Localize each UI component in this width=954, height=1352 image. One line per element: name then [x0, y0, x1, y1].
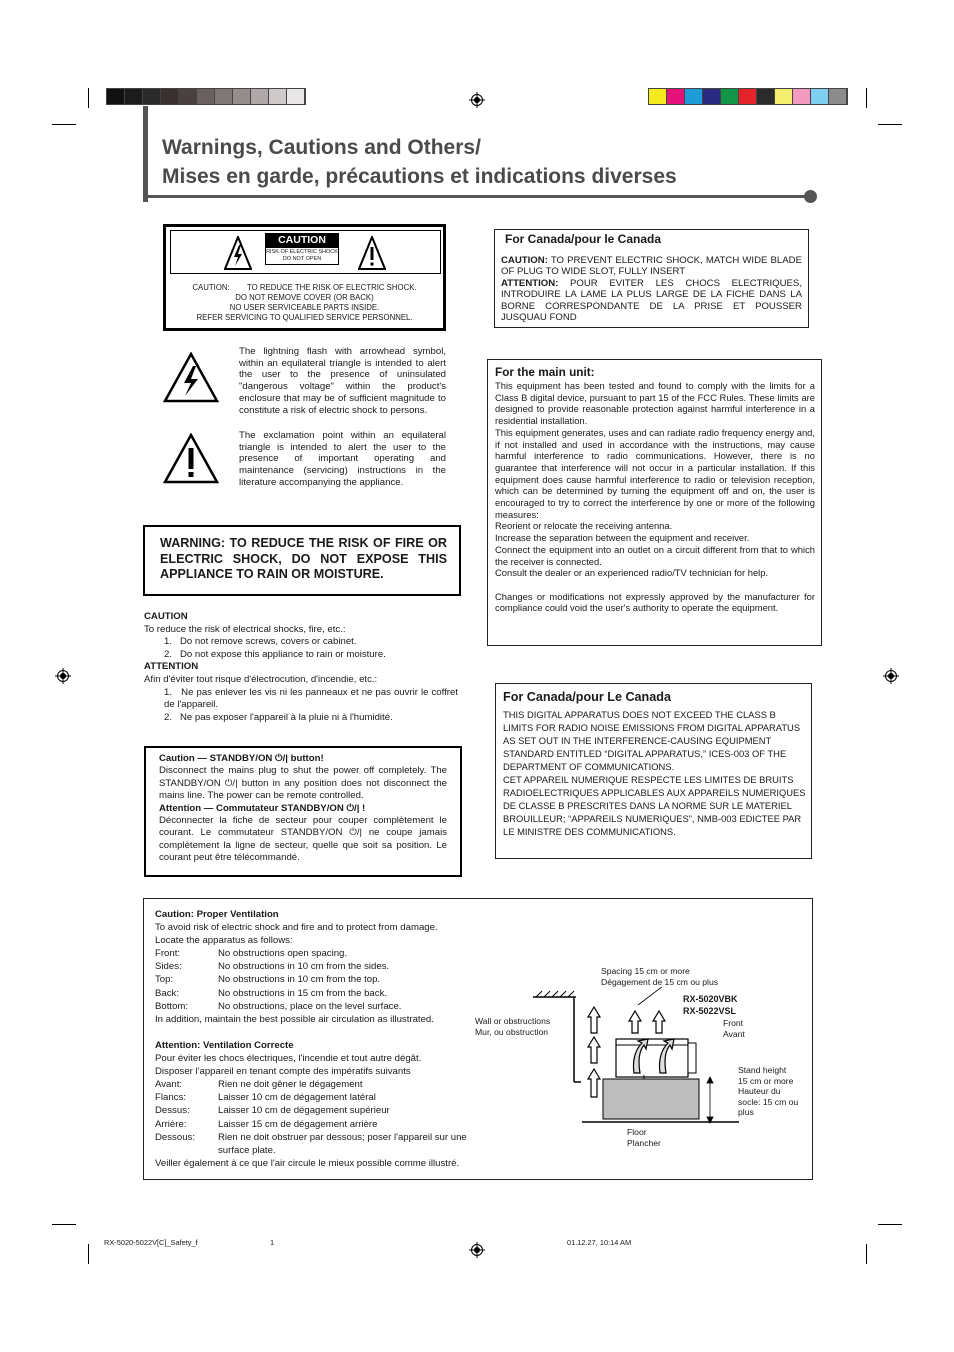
- grayscale-swatch: [179, 89, 197, 104]
- ventilation-outro-fr: Veiller également à ce que l'air circule le mieux possible comme illustré.: [155, 1157, 460, 1169]
- ventilation-row-key: Avant:: [155, 1079, 183, 1091]
- diagram-spacing-fr: Dégagement de 15 cm ou plus: [601, 977, 719, 987]
- attention-list-item: 2. Ne pas exposer l'appareil à la pluie ni à l'humidité.: [164, 711, 393, 723]
- stand-height-dimension: [707, 1077, 713, 1123]
- canada-plug-body: [501, 255, 802, 323]
- diagram-wall-label: [475, 1016, 550, 1038]
- ventilation-row-key: Bottom:: [155, 1000, 189, 1012]
- crop-mark: [52, 1224, 76, 1225]
- spacing-leader: [638, 987, 667, 1005]
- title-rule: [143, 195, 811, 198]
- caution-list: [144, 611, 460, 724]
- diagram-spacing-en: Spacing 15 cm or more: [601, 966, 690, 976]
- ventilation-row-value: Laisser 10 cm de dégagement supérieur: [218, 1105, 390, 1117]
- crop-mark: [878, 124, 902, 125]
- main-unit-measure: Increase the separation between the equipment and receiver.: [495, 532, 750, 544]
- ventilation-row-key: Dessus:: [155, 1105, 190, 1117]
- grayscale-calibration-bar: [106, 88, 306, 105]
- footer-page-number: 1: [270, 1238, 275, 1247]
- ventilation-row-value: No obstructions open spacing.: [218, 948, 348, 960]
- grayscale-swatch: [287, 89, 305, 104]
- ventilation-row-value: No obstructions, place on the level surface.: [218, 1000, 402, 1012]
- registration-mark-icon: [55, 668, 71, 684]
- grayscale-swatch: [161, 89, 179, 104]
- canada-caution-text: TO PREVENT ELECTRIC SHOCK, MATCH WIDE BLADE OF PLUG TO WIDE SLOT, FULLY INSERT: [501, 255, 802, 278]
- exclamation-triangle-icon: [358, 236, 386, 270]
- canada-plug-box: [494, 229, 809, 328]
- grayscale-swatch: [143, 89, 161, 104]
- caution-list-item: 2. Do not expose this appliance to rain or moisture.: [164, 648, 386, 660]
- grayscale-swatch: [269, 89, 287, 104]
- canada-emissions-body: THIS DIGITAL APPARATUS DOES NOT EXCEED THE CLASS B LIMITS FOR RADIO NOISE EMISSIONS FROM DIGITAL APPARATUS AS SET OUT IN THE INTERFERENCE-CAUSING EQUIPMENT STANDARD ENTITLED “DIGITAL APPARATUS,” ICES-003 OF THE DEPARTMENT OF COMMUNICATIONS. CET APPAREIL NUMERIQUE RESPECTE LES LIMITES DE BRUITS RADIOELECTRIQUES APPLICABLES AUX APPAREILS NUMERIQUES DE CLASSE B PRESCRITES DANS LA NORME SUR LE MATERIEL BROUILLEUR; “APPAREILS NUMERIQUES”, NMB-003 EDICTEE PAR LE MINISTRE DES COMMUNICATIONS.: [503, 709, 806, 837]
- caution-badge-sub2: DO NOT OPEN: [282, 256, 322, 262]
- ventilation-row-key: Dessous:: [155, 1131, 195, 1143]
- standby-heading-b: button!: [287, 753, 324, 764]
- main-unit-box: [487, 359, 822, 646]
- standby-heading-a: Caution — STANDBY/ON: [159, 753, 276, 764]
- caution-label-line2: DO NOT REMOVE COVER (OR BACK): [235, 293, 374, 302]
- caution-prefix: CAUTION:: [192, 283, 230, 292]
- footer-filename: RX-5020-5022V[C]_Safety_f: [104, 1238, 198, 1247]
- ventilation-row-value: No obstructions in 10 cm from the sides.: [218, 961, 390, 973]
- main-unit-body: [495, 380, 815, 614]
- ventilation-text: [155, 908, 505, 1170]
- ventilation-row: [155, 987, 505, 1000]
- standby-text: [159, 753, 447, 865]
- attention-list-intro: Afin d'éviter tout risque d'électrocution, d'incendie, etc.:: [144, 673, 378, 685]
- grayscale-swatch: [107, 89, 125, 104]
- diagram-stand-label: [738, 1065, 798, 1118]
- ventilation-box: [143, 898, 813, 1180]
- diagram-wall-en: Wall or obstructions: [475, 1016, 551, 1026]
- canada-attention-label: ATTENTION:: [501, 277, 559, 289]
- receiver-unit: [616, 1039, 696, 1079]
- main-unit-p2: This equipment generates, uses and can radiate radio frequency energy and, if not installed and used in accordance with the instructions, may cause harmful interference to radio communications. However, there is no guarantee that interference will not occur in a particular installation. If this equipment does cause harmful interference to radio or television reception, which can be determined by turning the equipment off and on, the user is encouraged to try to correct the interference by one or more of the following measures:: [495, 426, 815, 520]
- diagram-stand-5: plus: [738, 1107, 754, 1118]
- footer-timestamp: 01.12.27, 10:14 AM: [567, 1238, 632, 1247]
- main-unit-measure: Consult the dealer or an experienced radio/TV technician for help.: [495, 567, 769, 579]
- crop-mark: [88, 88, 89, 108]
- ventilation-row-key: Arrière:: [155, 1118, 187, 1130]
- color-swatch: [667, 89, 685, 104]
- ventilation-row: [155, 973, 505, 986]
- caution-label-line1: [166, 283, 443, 293]
- diagram-front-label: [723, 1018, 745, 1040]
- page-title: [162, 133, 677, 191]
- diagram-floor-fr: Plancher: [627, 1138, 661, 1148]
- crop-mark: [866, 88, 867, 108]
- standby-box: [144, 746, 462, 877]
- color-swatch: [739, 89, 757, 104]
- color-swatch: [829, 89, 847, 104]
- diagram-stand-4: socle: 15 cm ou: [738, 1096, 799, 1107]
- standby-heading-fr-a: Attention — Commutateur STANDBY/ON: [159, 802, 347, 814]
- grayscale-swatch: [215, 89, 233, 104]
- canada-plug-attention: [501, 278, 802, 324]
- grayscale-swatch: [251, 89, 269, 104]
- canada-plug-heading: For Canada/pour le Canada: [505, 232, 662, 246]
- ventilation-heading: Caution: Proper Ventilation: [155, 909, 279, 920]
- standby-body: Disconnect the mains plug to shut the power off completely. The STANDBY/ON ⏻/| button in any position does not disconnect the mains line. The power can be remote controlled.: [159, 765, 447, 802]
- diagram-stand-3: Hauteur du: [738, 1086, 781, 1097]
- ventilation-row: [155, 960, 505, 973]
- color-calibration-bar: [648, 88, 848, 105]
- ventilation-row: [155, 1000, 505, 1013]
- page-title-en: Warnings, Cautions and Others/: [162, 136, 481, 159]
- lightning-triangle-icon: [163, 352, 219, 403]
- ventilation-row-value: Rien ne doit obstruer par dessous; poser l'appareil sur une surface plate.: [218, 1131, 467, 1156]
- ventilation-intro: To avoid risk of electric shock and fire and to protect from damage.: [155, 922, 438, 934]
- canada-caution-label: CAUTION:: [501, 255, 548, 266]
- caution-list-intro: To reduce the risk of electrical shocks, fire, etc.:: [144, 623, 346, 635]
- diagram-front-fr: Avant: [723, 1029, 745, 1039]
- grayscale-swatch: [233, 89, 251, 104]
- color-swatch: [775, 89, 793, 104]
- stand: [603, 1079, 699, 1119]
- color-swatch: [721, 89, 739, 104]
- diagram-wall-fr: Mur, ou obstruction: [475, 1027, 549, 1037]
- ventilation-intro-fr: Pour éviter les chocs électriques, l'incendie et tout autre dégât.: [155, 1053, 422, 1065]
- color-swatch: [685, 89, 703, 104]
- color-swatch: [703, 89, 721, 104]
- ventilation-row-value: Laisser 10 cm de dégagement latéral: [218, 1092, 376, 1104]
- attention-list-heading: ATTENTION: [144, 661, 199, 673]
- crop-mark: [88, 1244, 89, 1264]
- caution-label-line3: NO USER SERVICEABLE PARTS INSIDE.: [229, 303, 380, 312]
- caution-badge-sub1: RISK OF ELECTRIC SHOCK: [266, 249, 338, 255]
- ventilation-row-value: Laisser 15 cm de dégagement arrière: [218, 1118, 378, 1130]
- ventilation-row-fr: [155, 1091, 505, 1104]
- caution-badge-sub: [265, 247, 339, 265]
- grayscale-swatch: [197, 89, 215, 104]
- diagram-floor-label: [627, 1127, 661, 1149]
- canada-attention-text: POUR EVITER LES CHOCS ELECTRIQUES, INTRODUIRE LA LAME LA PLUS LARGE DE LA FICHE DANS LA BORNE CORRESPONDANTE DE LA PRISE ET POUSSER JUSQUAU FOND: [501, 277, 802, 324]
- canada-plug-caution: [501, 255, 802, 278]
- title-rule-dot: [804, 190, 817, 203]
- exclamation-explanation: The exclamation point within an equilateral triangle is intended to alert the user to the presence of important operating and maintenance (servicing) instructions in the literature accompanying the appliance.: [239, 430, 446, 488]
- power-icon: ⏻/|: [275, 753, 288, 764]
- registration-mark-icon: [883, 668, 899, 684]
- main-unit-heading: For the main unit:: [495, 365, 595, 379]
- main-unit-p1: This equipment has been tested and found to comply with the limits for a Class B digital device, pursuant to part 15 of the FCC Rules. These limits are designed to provide reasonable protection against harmful interference in a residential installation.: [495, 380, 815, 427]
- page-title-fr: Mises en garde, précautions et indications diverses: [162, 165, 677, 188]
- registration-mark-icon: [469, 1242, 485, 1258]
- standby-body-fr: Déconnecter la fiche de secteur pour couper complètement le courant. Le commutateur STANDBY/ON ⏻/| ne coupe jamais complètement la ligne de secteur, quelle que soit sa position. Le courant peut être télécommandé.: [159, 815, 447, 864]
- ventilation-row-fr: [155, 1104, 505, 1117]
- caution-label: [163, 224, 446, 331]
- warning-box: [143, 525, 461, 596]
- diagram-stand-2: 15 cm or more: [738, 1075, 794, 1086]
- warning-text: WARNING: TO REDUCE THE RISK OF FIRE OR ELECTRIC SHOCK, DO NOT EXPOSE THIS APPLIANCE TO RAIN OR MOISTURE.: [160, 536, 447, 581]
- ventilation-heading-fr: Attention: Ventilation Correcte: [155, 1039, 294, 1051]
- diagram-stand-1: Stand height: [738, 1065, 787, 1075]
- ventilation-row-key: Front:: [155, 948, 181, 960]
- color-swatch: [811, 89, 829, 104]
- ventilation-row-fr: [155, 1078, 505, 1091]
- ventilation-row: [155, 947, 505, 960]
- ventilation-row-key: Sides:: [155, 961, 182, 973]
- attention-list-item: 1. Ne pas enlever les vis ni les panneaux et ne pas ouvrir le coffret de l'appareil.: [164, 686, 458, 711]
- ventilation-row-key: Top:: [155, 974, 174, 986]
- diagram-model-label: [683, 993, 738, 1017]
- ventilation-row-fr: [155, 1131, 505, 1157]
- diagram-floor-en: Floor: [627, 1127, 647, 1137]
- color-swatch: [793, 89, 811, 104]
- ventilation-row-key: Flancs:: [155, 1092, 186, 1104]
- crop-mark: [878, 1224, 902, 1225]
- caution-list-heading: CAUTION: [144, 611, 188, 622]
- caution-list-item: 1. Do not remove screws, covers or cabinet.: [164, 636, 357, 648]
- caution-label-text: [166, 283, 443, 323]
- exclamation-triangle-icon: [163, 433, 219, 484]
- crop-mark: [866, 1244, 867, 1264]
- caution-line1-text: TO REDUCE THE RISK OF ELECTRIC SHOCK.: [247, 283, 417, 292]
- diagram-front-en: Front: [723, 1018, 744, 1028]
- ventilation-row-value: No obstructions in 10 cm from the top.: [218, 974, 381, 986]
- caution-label-line4: REFER SERVICING TO QUALIFIED SERVICE PERSONNEL.: [196, 313, 413, 322]
- lightning-triangle-icon: [224, 236, 252, 270]
- caution-badge-title: CAUTION: [265, 233, 339, 247]
- ventilation-row-key: Back:: [155, 987, 179, 999]
- diagram-spacing-label: [601, 966, 718, 988]
- title-frame: [143, 106, 148, 202]
- color-swatch: [757, 89, 775, 104]
- canada-emissions-box: [495, 683, 812, 859]
- power-icon: ⏻/|: [346, 802, 360, 814]
- ventilation-row-value: Rien ne doit gêner le dégagement: [218, 1079, 363, 1091]
- standby-heading-fr-b: !: [359, 802, 366, 814]
- main-unit-p3: Changes or modifications not expressly approved by the manufacturer for compliance could void the user's authority to operate the equipment.: [495, 590, 815, 614]
- diagram-model-2: RX-5022VSL: [683, 1006, 737, 1016]
- ventilation-intro-fr: Disposer l'appareil en tenant compte des impératifs suivants: [155, 1066, 411, 1078]
- main-unit-measure: Reorient or relocate the receiving antenna.: [495, 520, 673, 532]
- canada-emissions-heading: For Canada/pour Le Canada: [503, 690, 671, 704]
- crop-mark: [52, 124, 76, 125]
- ventilation-outro: In addition, maintain the best possible air circulation as illustrated.: [155, 1013, 434, 1025]
- registration-mark-icon: [469, 92, 485, 108]
- color-swatch: [649, 89, 667, 104]
- standby-heading: [159, 753, 447, 765]
- diagram-model-1: RX-5020VBK: [683, 994, 738, 1004]
- ventilation-intro: Locate the apparatus as follows:: [155, 935, 293, 947]
- lightning-explanation: The lightning flash with arrowhead symbol, within an equilateral triangle is intended to alert the user to the presence of uninsulated "dangerous voltage" within the product's enclosure that may be of sufficient magnitude to constitute a risk of electric shock to persons.: [239, 346, 446, 416]
- standby-heading-fr: [159, 803, 447, 815]
- caution-badge: [265, 233, 339, 265]
- main-unit-measure: Connect the equipment into an outlet on a circuit different from that to which the receiver is connected.: [495, 543, 815, 567]
- ventilation-row-fr: [155, 1118, 505, 1131]
- ventilation-row-value: No obstructions in 15 cm from the back.: [218, 987, 388, 999]
- grayscale-swatch: [125, 89, 143, 104]
